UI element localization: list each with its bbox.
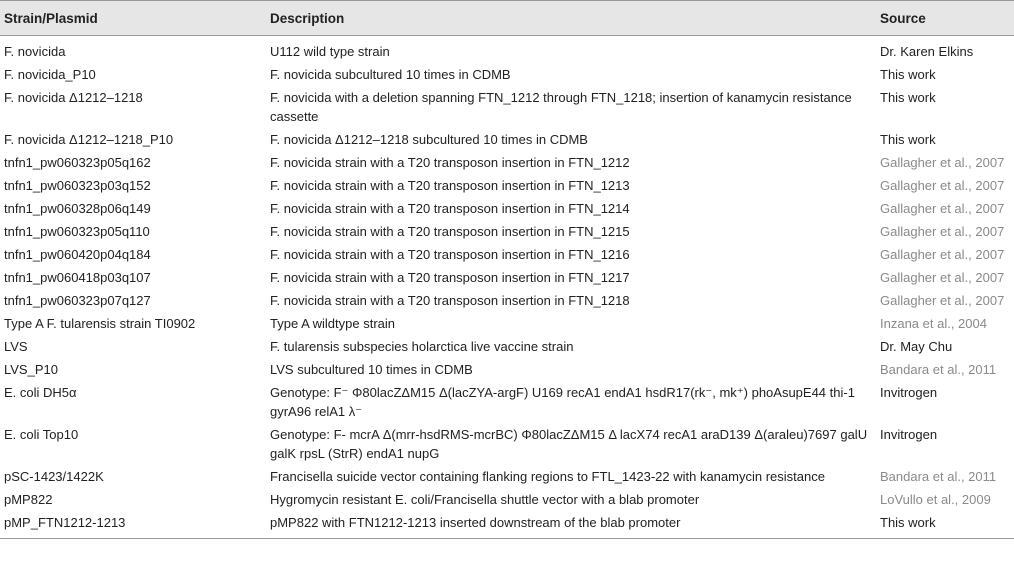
description-cell: F. novicida with a deletion spanning FTN_1212 through FTN_1218; insertion of kanamycin resistance cassette (270, 90, 852, 124)
strain-cell: F. novicida_P10 (4, 67, 96, 82)
table-row (0, 335, 1014, 358)
source-cell: Invitrogen (880, 385, 938, 400)
strain-cell: LVS_P10 (4, 362, 58, 377)
source-cell: Inzana et al., 2004 (880, 316, 987, 331)
source-cell: Invitrogen (880, 427, 938, 442)
description-cell: F. novicida subcultured 10 times in CDMB (270, 67, 511, 82)
table-row (0, 63, 1014, 86)
table-header-row (0, 1, 1014, 36)
source-cell: Gallagher et al., 2007 (880, 178, 1005, 193)
table-row (0, 289, 1014, 312)
description-cell: Francisella suicide vector containing flanking regions to FTL_1423-22 with kanamycin resistance (270, 469, 825, 484)
strain-cell: tnfn1_pw060418p03q107 (4, 270, 151, 285)
strain-cell: tnfn1_pw060328p06q149 (4, 201, 151, 216)
description-cell: F. novicida strain with a T20 transposon insertion in FTN_1217 (270, 270, 630, 285)
table-row (0, 381, 1014, 423)
table-row (0, 36, 1014, 64)
description-cell: Genotype: F⁻ Φ80lacZΔM15 Δ(lacZYA-argF) U169 recA1 endA1 hsdR17(rk⁻, mk⁺) phoAsupE44 thi-1 gyrA96 relA1 λ⁻ (270, 385, 855, 419)
description-cell: F. novicida strain with a T20 transposon insertion in FTN_1212 (270, 155, 630, 170)
source-cell: Gallagher et al., 2007 (880, 247, 1005, 262)
description-cell: F. novicida strain with a T20 transposon insertion in FTN_1215 (270, 224, 630, 239)
strain-cell: tnfn1_pw060323p05q110 (4, 224, 150, 239)
strain-cell: F. novicida (4, 44, 66, 59)
source-cell: Gallagher et al., 2007 (880, 224, 1005, 239)
source-cell: Dr. May Chu (880, 339, 953, 354)
table-row (0, 174, 1014, 197)
source-cell: Gallagher et al., 2007 (880, 155, 1005, 170)
source-cell: LoVullo et al., 2009 (880, 492, 991, 507)
description-cell: F. tularensis subspecies holarctica live vaccine strain (270, 339, 574, 354)
source-cell: This work (880, 132, 936, 147)
strain-cell: tnfn1_pw060323p05q162 (4, 155, 151, 170)
source-cell: Gallagher et al., 2007 (880, 201, 1005, 216)
source-cell: This work (874, 511, 1014, 539)
strain-cell: tnfn1_pw060420p04q184 (4, 247, 151, 262)
description-cell: F. novicida Δ1212–1218 subcultured 10 times in CDMB (270, 132, 588, 147)
description-cell: F. novicida strain with a T20 transposon insertion in FTN_1218 (270, 293, 630, 308)
table-body (0, 36, 1014, 539)
table-row (0, 197, 1014, 220)
description-cell: pMP822 with FTN1212-1213 inserted downstream of the blab promoter (262, 511, 874, 539)
table-row (0, 488, 1014, 511)
description-cell: LVS subcultured 10 times in CDMB (270, 362, 473, 377)
source-cell: Gallagher et al., 2007 (880, 293, 1005, 308)
strain-cell: Type A F. tularensis strain TI0902 (4, 316, 196, 331)
source-cell: Dr. Karen Elkins (880, 44, 974, 59)
strain-cell: F. novicida Δ1212–1218 (4, 90, 143, 105)
description-cell: Hygromycin resistant E. coli/Francisella shuttle vector with a blab promoter (270, 492, 700, 507)
strain-cell: E. coli DH5α (4, 385, 77, 400)
table-row (0, 128, 1014, 151)
table-row (0, 86, 1014, 128)
strain-cell: pMP_FTN1212-1213 (0, 511, 262, 539)
header-strain: Strain/Plasmid (0, 1, 262, 36)
description-cell: Type A wildtype strain (270, 316, 396, 331)
strain-cell: tnfn1_pw060323p07q127 (4, 293, 151, 308)
strain-cell: E. coli Top10 (4, 427, 79, 442)
description-cell: F. novicida strain with a T20 transposon insertion in FTN_1214 (270, 201, 630, 216)
table-row (0, 358, 1014, 381)
description-cell: U112 wild type strain (270, 44, 390, 59)
table-row (0, 511, 1014, 539)
source-cell: Gallagher et al., 2007 (880, 270, 1005, 285)
strain-cell: tnfn1_pw060323p03q152 (4, 178, 151, 193)
table-row (0, 220, 1014, 243)
strain-cell: pMP822 (4, 492, 53, 507)
source-cell: This work (880, 90, 936, 105)
description-cell: Genotype: F- mcrA Δ(mrr-hsdRMS-mcrBC) Φ80lacZΔM15 Δ lacX74 recA1 araD139 Δ(araleu)7697 galU galK rpsL (StrR) endA1 nupG (270, 427, 868, 461)
header-description: Description (262, 1, 874, 36)
header-source: Source (874, 1, 1014, 36)
description-cell: F. novicida strain with a T20 transposon insertion in FTN_1216 (270, 247, 630, 262)
table-row (0, 423, 1014, 465)
strain-cell: LVS (4, 339, 28, 354)
table-row (0, 465, 1014, 488)
strain-cell: F. novicida Δ1212–1218_P10 (4, 132, 174, 147)
description-cell: F. novicida strain with a T20 transposon insertion in FTN_1213 (270, 178, 630, 193)
strain-cell: pSC-1423/1422K (4, 469, 104, 484)
table-row (0, 266, 1014, 289)
source-cell: Bandara et al., 2011 (880, 469, 997, 484)
source-cell: This work (880, 67, 936, 82)
table-row (0, 312, 1014, 335)
table-row (0, 151, 1014, 174)
table-row (0, 243, 1014, 266)
source-cell: Bandara et al., 2011 (880, 362, 997, 377)
